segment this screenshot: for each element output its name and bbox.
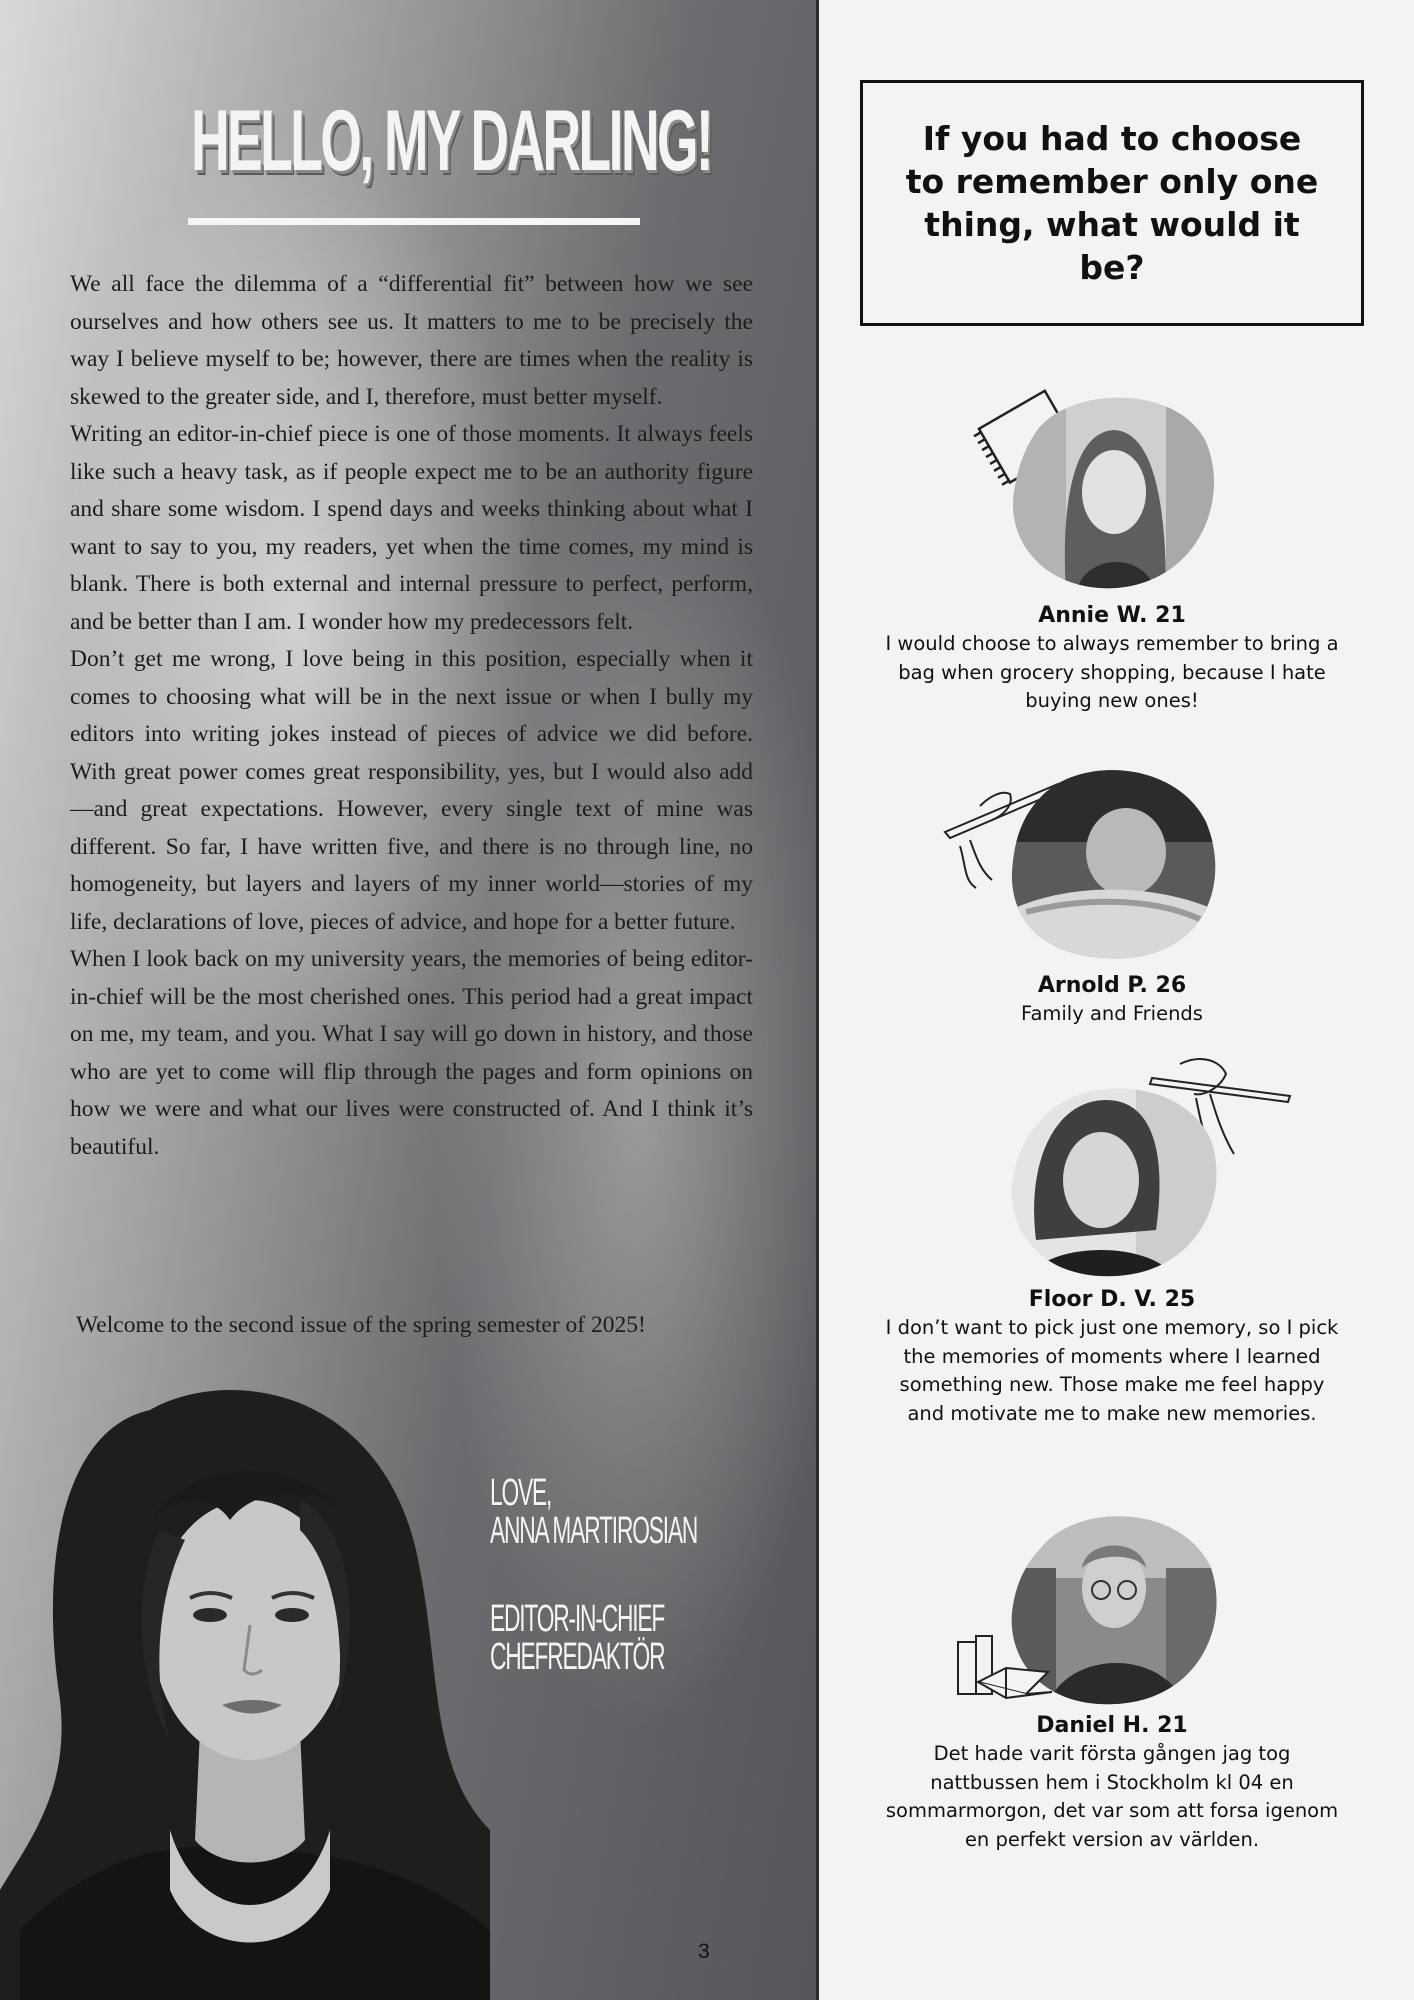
editorial-paragraph: When I look back on my university years, the memories of being editor-in-chief will be the most cherished ones. This period had a great impact on me, my team, and you. What I say will go down in history, and those who are yet to come will flip through the pages and form opinions on how we were and what our lives were constructed of. And I think it’s beautiful. [70, 946, 753, 1160]
respondent-answer: Family and Friends [1021, 1002, 1203, 1025]
response-card [880, 972, 1344, 1029]
role-swedish: CHEFREDAKTÖR [490, 1636, 665, 1678]
respondent-name: Daniel H. 21 [1036, 1713, 1188, 1738]
respondent-name: Floor D. V. 25 [1028, 1287, 1196, 1312]
response-card [880, 1286, 1344, 1428]
editorial-body [70, 266, 753, 1166]
editorial-paragraph: Don’t get me wrong, I love being in this position, especially when it comes to choosing what will be in the next issue or when I bully my editors into writing jokes instead of pieces of advice we did before. With great power comes great responsibility, yes, but I would also add—and great expectations. However, every single text of mine was different. So far, I have written five, and there is no through line, no homogeneity, but layers and layers of my inner world—stories of my life, declarations of love, pieces of advice, and hope for a better future. [70, 646, 753, 935]
page-number: 3 [698, 1940, 710, 1963]
response-card [880, 602, 1344, 716]
welcome-line: Welcome to the second issue of the spring semester of 2025! [76, 1312, 646, 1338]
response-card [880, 1712, 1344, 1854]
respondent-photo [1006, 762, 1220, 962]
signature-love: LOVE, [490, 1472, 552, 1514]
respondent-photo [1006, 1080, 1220, 1280]
editor-role-block [490, 1600, 664, 1676]
respondent-name: Annie W. 21 [1038, 603, 1186, 628]
editor-portrait [0, 1370, 500, 2000]
column-divider [816, 0, 819, 2000]
signature-name: ANNA MARTIROSIAN [490, 1510, 698, 1552]
signature-block [490, 1474, 697, 1550]
editorial-paragraph: Writing an editor-in-chief piece is one of those moments. It always feels like such a heavy task, as if people expect me to be an authority figure and share some wisdom. I spend days and weeks thinking about what I want to say to you, my readers, yet when the time comes, my mind is blank. There is both external and internal pressure to perfect, perform, and be better than I am. I wonder how my predecessors felt. [70, 421, 753, 635]
question-text: If you had to choose to remember only one thing, what would it be? [905, 119, 1319, 287]
question-box [860, 80, 1364, 326]
respondent-answer: Det hade varit första gången jag tog nattbussen hem i Stockholm kl 04 en sommarmorgon, det var som att forsa igenom en perfekt version av världen. [885, 1742, 1339, 1851]
respondent-photo [1006, 392, 1220, 592]
editorial-headline: HELLO, MY DARLING! [191, 93, 712, 189]
respondent-name: Arnold P. 26 [1037, 973, 1187, 998]
respondent-answer: I don’t want to pick just one memory, so I pick the memories of moments where I learned something new. Those make me feel happy and motivate me to make new memories. [885, 1316, 1339, 1425]
respondent-answer: I would choose to always remember to bring a bag when grocery shopping, because I hate buying new ones! [885, 632, 1339, 712]
headline-underline [188, 218, 640, 225]
editorial-paragraph: We all face the dilemma of a “differential fit” between how we see ourselves and how others see us. It matters to me to be precisely the way I believe myself to be; however, there are times when the reality is skewed to the greater side, and I, therefore, must better myself. [70, 271, 753, 410]
books-sketch-icon [948, 1632, 1058, 1708]
role-english: EDITOR-IN-CHIEF [490, 1598, 665, 1640]
